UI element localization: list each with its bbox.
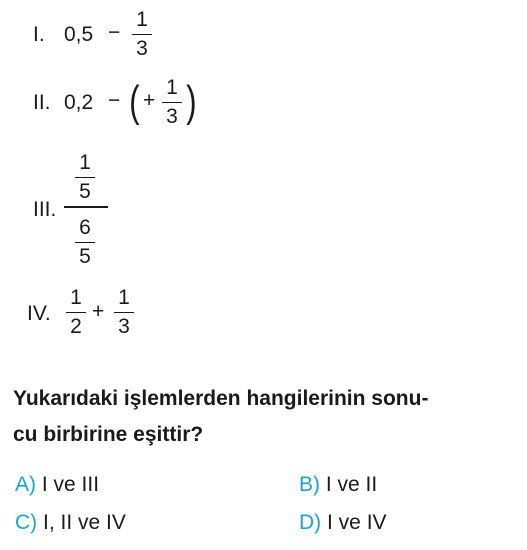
fraction-bar bbox=[75, 177, 95, 178]
fraction-bar bbox=[114, 312, 134, 313]
main-fraction-bar bbox=[64, 206, 108, 208]
question-line-2: cu birbirine eşittir? bbox=[13, 423, 204, 446]
fraction-numerator: 6 bbox=[79, 216, 91, 239]
item-1-label: I. bbox=[33, 23, 45, 46]
fraction-denominator: 5 bbox=[79, 180, 91, 204]
option-a[interactable] bbox=[15, 474, 99, 495]
fraction-bar bbox=[75, 242, 95, 243]
item-4-fraction-1 bbox=[66, 287, 86, 337]
fraction-denominator: 3 bbox=[118, 315, 130, 339]
item-2-fraction bbox=[162, 77, 182, 127]
option-d[interactable] bbox=[299, 512, 387, 533]
fraction-numerator: 1 bbox=[166, 76, 178, 99]
question-text bbox=[13, 381, 518, 453]
item-2-label: II. bbox=[33, 91, 51, 114]
question-line-1: Yukarıdaki işlemlerden hangilerinin sonu- bbox=[13, 387, 429, 410]
left-parenthesis: ( bbox=[129, 77, 140, 126]
fraction-numerator: 1 bbox=[136, 8, 148, 31]
fraction-bar bbox=[66, 312, 86, 313]
item-1-operator: − bbox=[108, 21, 121, 44]
item-3-label: III. bbox=[33, 198, 57, 221]
fraction-denominator: 5 bbox=[79, 245, 91, 269]
fraction-bar bbox=[162, 102, 182, 103]
item-3-top-fraction bbox=[75, 152, 95, 202]
option-c-letter: C) bbox=[15, 511, 38, 534]
item-4-label: IV. bbox=[27, 302, 51, 325]
item-1-whole: 0,5 bbox=[64, 23, 94, 46]
option-a-text: I ve III bbox=[41, 473, 100, 496]
fraction-denominator: 3 bbox=[136, 37, 148, 61]
fraction-numerator: 1 bbox=[79, 151, 91, 174]
option-b[interactable] bbox=[299, 474, 377, 495]
item-2-operator: − bbox=[108, 89, 121, 112]
fraction-numerator: 1 bbox=[70, 286, 82, 309]
item-2-whole: 0,2 bbox=[64, 91, 94, 114]
fraction-numerator: 1 bbox=[118, 286, 130, 309]
item-3-bottom-fraction bbox=[75, 217, 95, 267]
fraction-denominator: 3 bbox=[166, 105, 178, 129]
fraction-bar bbox=[132, 34, 152, 35]
option-c[interactable] bbox=[15, 512, 126, 533]
item-2-sign: + bbox=[143, 89, 156, 112]
option-a-letter: A) bbox=[15, 473, 36, 496]
option-d-letter: D) bbox=[299, 511, 322, 534]
fraction-denominator: 2 bbox=[70, 315, 82, 339]
option-b-text: I ve II bbox=[325, 473, 378, 496]
item-4-operator: + bbox=[92, 300, 105, 323]
option-d-text: I ve IV bbox=[327, 511, 387, 534]
option-b-letter: B) bbox=[299, 473, 320, 496]
option-c-text: I, II ve IV bbox=[43, 511, 126, 534]
item-1-fraction bbox=[132, 9, 152, 59]
right-parenthesis: ) bbox=[186, 77, 197, 126]
item-4-fraction-2 bbox=[114, 287, 134, 337]
